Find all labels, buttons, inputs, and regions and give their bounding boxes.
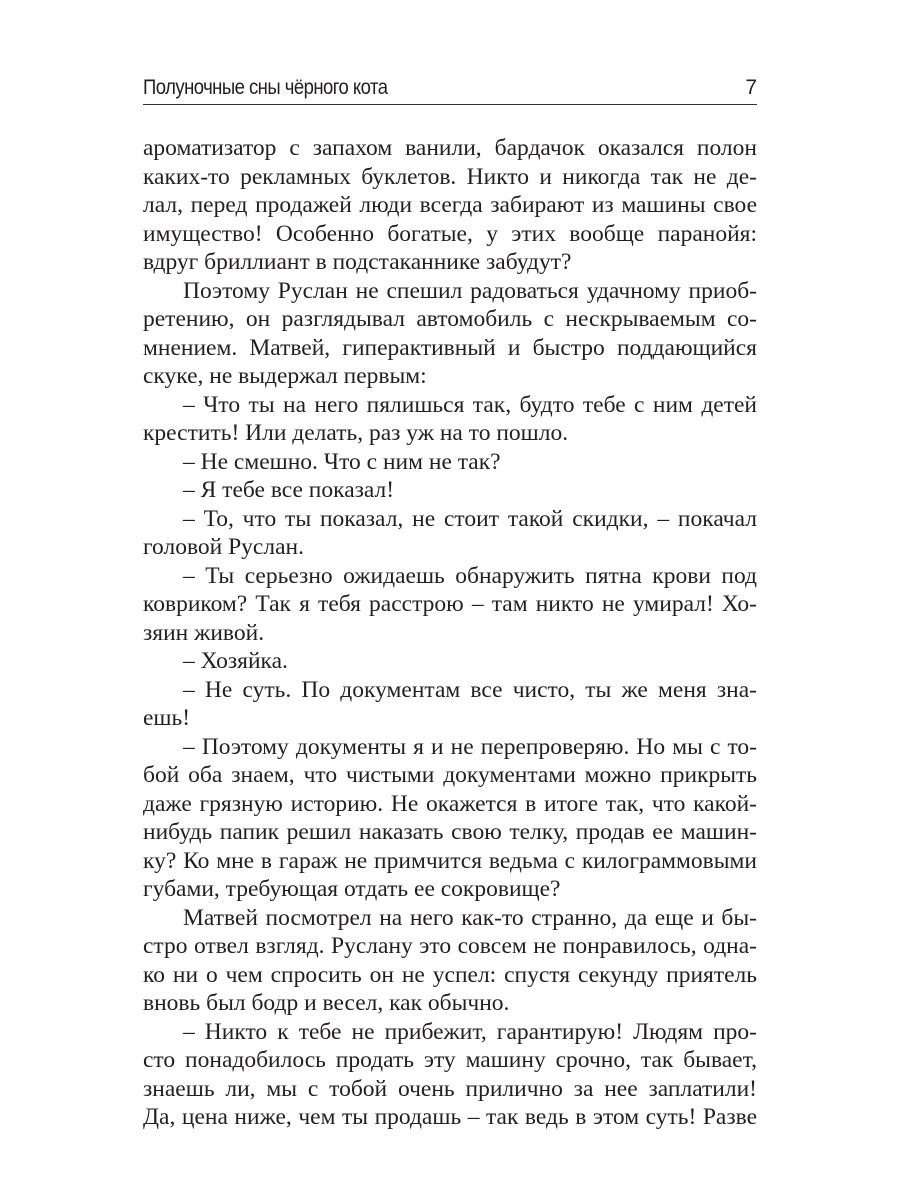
running-header (143, 74, 757, 105)
text-line: – Ты серьезно ожидаешь обнаружить пятна крови под (183, 562, 757, 589)
text-line: ретению, он разглядывал автомобиль с нескрываемым со- (143, 306, 757, 332)
text-line: зяин живой. (143, 619, 265, 646)
text-line: – То, что ты показал, не стоит такой скидки, – покачал (183, 505, 757, 532)
text-line: стро отвел взгляд. Руслану это совсем не понравилось, одна- (143, 933, 757, 959)
text-line: ковриком? Так я тебя расстрою – там никто не умирал! Хо- (143, 591, 757, 617)
text-line: сто понадобилось продать эту машину срочно, так бывает, (143, 1047, 757, 1073)
text-line: вновь был бодр и весел, как обычно. (143, 990, 510, 1016)
text-line: знаешь ли, мы с тобой очень прилично за нее заплатили! (143, 1075, 757, 1102)
text-line: нибудь папик решил наказать свою телку, продав ее машин- (143, 819, 757, 845)
text-line: Матвей посмотрел на него как-то странно, да еще и бы- (183, 904, 757, 931)
text-line: крестить! Или делать, раз уж на то пошло. (143, 420, 569, 446)
text-line: – Поэтому документы я и не перепроверяю. Но мы с то- (183, 733, 757, 760)
text-line: лал, перед продажей люди всегда забирают из машины свое (143, 192, 757, 218)
text-line: губами, требующая отдать ее сокровище? (143, 876, 561, 902)
page-number: 7 (745, 76, 757, 99)
text-line: – Не суть. По документам все чисто, ты же меня зна- (183, 676, 757, 703)
book-title: Полуночные сны чёрного кота (143, 76, 388, 99)
text-line: Да, цена ниже, чем ты продашь – так ведь в этом суть! Разве (143, 1104, 757, 1130)
text-line: Поэтому Руслан не спешил радоваться удачному приоб- (183, 277, 757, 304)
text-line: имущество! Особенно богатые, у этих вообще паранойя: (143, 220, 757, 247)
text-line: вдруг бриллиант в подстаканнике забудут? (143, 249, 572, 275)
text-line: – Хозяйка. (183, 648, 288, 674)
text-line: даже грязную историю. Не окажется в итоге так, что какой- (143, 790, 757, 817)
text-line: – Я тебе все показал! (183, 477, 395, 503)
page-body-text (143, 134, 757, 1132)
text-line: скуке, не выдержал первым: (143, 363, 427, 389)
text-line: каких-то рекламных буклетов. Никто и никогда так не де- (143, 163, 757, 190)
text-line: бой оба знаем, что чистыми документами можно прикрыть (143, 762, 757, 788)
text-line: ароматизатор с запахом ванили, бардачок оказался полон (143, 135, 757, 161)
text-line: головой Руслан. (143, 534, 304, 560)
text-line: ку? Ко мне в гараж не примчится ведьма с килограммовыми (143, 847, 757, 874)
text-line: – Никто к тебе не прибежит, гарантирую! Людям про- (183, 1018, 757, 1045)
text-line: – Что ты на него пялишься так, будто тебе с ним детей (183, 391, 757, 418)
text-line: – Не смешно. Что с ним не так? (183, 448, 501, 475)
text-line: ко ни о чем спросить он не успел: спустя секунду приятель (143, 961, 757, 988)
text-line: мнением. Матвей, гиперактивный и быстро поддающийся (143, 334, 757, 361)
text-line: ешь! (143, 705, 191, 731)
